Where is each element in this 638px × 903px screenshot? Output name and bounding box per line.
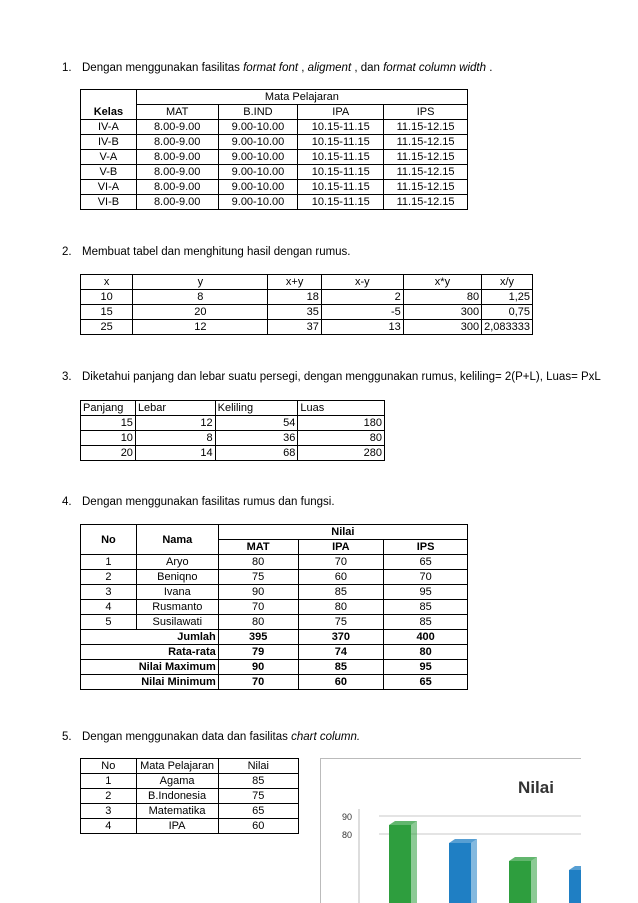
- grade-cell: 80: [218, 615, 298, 630]
- schedule-row: [81, 180, 468, 195]
- kelas-header-top: [81, 90, 137, 105]
- summary-value: 85: [298, 660, 384, 675]
- grade-cell: 80: [298, 600, 384, 615]
- square-cell: 15: [81, 416, 136, 431]
- grade-cell: 1: [81, 555, 137, 570]
- subject-header: IPA: [298, 105, 384, 120]
- subject-table-header: Nilai: [218, 759, 298, 774]
- kelas-cell: VI-A: [81, 180, 137, 195]
- nilai-subject-header: IPS: [384, 540, 468, 555]
- square-cell: 10: [81, 431, 136, 446]
- grade-cell: 5: [81, 615, 137, 630]
- grade-row: [81, 600, 468, 615]
- chart-bar: [389, 821, 417, 903]
- square-header-row: [81, 401, 385, 416]
- grade-cell: 95: [384, 585, 468, 600]
- y-tick-label: 90: [341, 812, 352, 822]
- formula-cell: 12: [133, 320, 268, 335]
- chart-bar: [569, 866, 581, 903]
- summary-value: 400: [384, 630, 468, 645]
- schedule-row: [81, 120, 468, 135]
- formula-cell: 1,25: [482, 290, 533, 305]
- nilai-subject-header: MAT: [218, 540, 298, 555]
- grade-cell: 2: [81, 570, 137, 585]
- subject-row: [81, 789, 299, 804]
- time-cell: 8.00-9.00: [136, 120, 218, 135]
- schedule-table: [80, 89, 468, 210]
- chart-title: Nilai: [518, 778, 554, 797]
- grade-cell: 85: [384, 600, 468, 615]
- subject-header: B.IND: [218, 105, 298, 120]
- section-4-number: 4.: [62, 496, 72, 508]
- square-cell: 280: [298, 446, 385, 461]
- section-4-heading: [62, 496, 335, 508]
- no-header: No: [81, 525, 137, 555]
- formula-cell: 300: [403, 320, 481, 335]
- time-cell: 8.00-9.00: [136, 135, 218, 150]
- schedule-row: [81, 165, 468, 180]
- time-cell: 10.15-11.15: [298, 150, 384, 165]
- section-2-number: 2.: [62, 246, 72, 258]
- grade-cell: 4: [81, 600, 137, 615]
- subject-header: MAT: [136, 105, 218, 120]
- schedule-row: [81, 195, 468, 210]
- square-cell: 8: [135, 431, 215, 446]
- summary-value: 395: [218, 630, 298, 645]
- formula-row: [81, 320, 533, 335]
- subject-row: [81, 804, 299, 819]
- subject-cell: B.Indonesia: [136, 789, 218, 804]
- student-name: Aryo: [136, 555, 218, 570]
- square-table: [80, 400, 385, 461]
- subject-cell: 4: [81, 819, 137, 834]
- chart-bar-face: [509, 861, 531, 903]
- formula-header: x: [81, 275, 133, 290]
- subject-cell: 65: [218, 804, 298, 819]
- grade-cell: 70: [384, 570, 468, 585]
- mata-pelajaran-header: Mata Pelajaran: [136, 90, 467, 105]
- square-cell: 12: [135, 416, 215, 431]
- kelas-cell: IV-A: [81, 120, 137, 135]
- summary-value: 370: [298, 630, 384, 645]
- summary-label: Nilai Minimum: [81, 675, 219, 690]
- time-cell: 11.15-12.15: [384, 135, 468, 150]
- subject-cell: 1: [81, 774, 137, 789]
- time-cell: 11.15-12.15: [384, 195, 468, 210]
- subject-row: [81, 774, 299, 789]
- square-cell: 14: [135, 446, 215, 461]
- section-2-heading: [62, 246, 351, 258]
- formula-cell: 8: [133, 290, 268, 305]
- nilai-header: Nilai: [218, 525, 467, 540]
- summary-label: Jumlah: [81, 630, 219, 645]
- summary-value: 74: [298, 645, 384, 660]
- chart-canvas: [321, 759, 581, 903]
- formula-cell: 15: [81, 305, 133, 320]
- subject-cell: 2: [81, 789, 137, 804]
- section-3-number: 3.: [62, 371, 72, 383]
- subject-cell: 85: [218, 774, 298, 789]
- formula-header: x/y: [482, 275, 533, 290]
- summary-value: 79: [218, 645, 298, 660]
- grade-cell: 75: [298, 615, 384, 630]
- time-cell: 9.00-10.00: [218, 120, 298, 135]
- square-cell: 36: [215, 431, 298, 446]
- column-chart: [320, 758, 581, 903]
- time-cell: 11.15-12.15: [384, 150, 468, 165]
- square-cell: 20: [81, 446, 136, 461]
- section-1-text-c: ,: [298, 62, 308, 74]
- student-name: Susilawati: [136, 615, 218, 630]
- student-name: Rusmanto: [136, 600, 218, 615]
- chart-bar-side: [411, 821, 417, 903]
- grade-cell: 70: [218, 600, 298, 615]
- section-1-text-e: , dan: [351, 62, 384, 74]
- time-cell: 8.00-9.00: [136, 150, 218, 165]
- summary-row: [81, 630, 468, 645]
- chart-bar-side: [531, 857, 537, 903]
- time-cell: 10.15-11.15: [298, 165, 384, 180]
- grade-cell: 70: [298, 555, 384, 570]
- formula-cell: 25: [81, 320, 133, 335]
- kelas-cell: V-A: [81, 150, 137, 165]
- time-cell: 9.00-10.00: [218, 195, 298, 210]
- section-1-number: 1.: [62, 62, 72, 74]
- formula-row: [81, 290, 533, 305]
- grade-cell: 85: [298, 585, 384, 600]
- formula-cell: 2,083333: [482, 320, 533, 335]
- section-5-text-b: chart column.: [291, 731, 361, 743]
- formula-cell: 13: [321, 320, 403, 335]
- summary-row: [81, 645, 468, 660]
- subject-cell: Matematika: [136, 804, 218, 819]
- formula-row: [81, 305, 533, 320]
- time-cell: 8.00-9.00: [136, 180, 218, 195]
- grade-cell: 60: [298, 570, 384, 585]
- formula-header: x-y: [321, 275, 403, 290]
- kelas-cell: VI-B: [81, 195, 137, 210]
- section-1-text-f: format column width: [383, 62, 487, 74]
- section-5-text-a: Dengan menggunakan data dan fasilitas: [82, 731, 292, 743]
- square-row: [81, 431, 385, 446]
- formula-table: [80, 274, 533, 335]
- formula-cell: 10: [81, 290, 133, 305]
- section-5-heading: [62, 731, 360, 743]
- grade-cell: 90: [218, 585, 298, 600]
- summary-value: 95: [384, 660, 468, 675]
- formula-cell: 0,75: [482, 305, 533, 320]
- grade-cell: 65: [384, 555, 468, 570]
- time-cell: 9.00-10.00: [218, 165, 298, 180]
- subject-header: IPS: [384, 105, 468, 120]
- subject-cell: IPA: [136, 819, 218, 834]
- summary-label: Nilai Maximum: [81, 660, 219, 675]
- formula-cell: -5: [321, 305, 403, 320]
- nama-header: Nama: [136, 525, 218, 555]
- student-name: Beniqno: [136, 570, 218, 585]
- grade-row: [81, 585, 468, 600]
- subject-cell: 3: [81, 804, 137, 819]
- section-1-heading: [62, 62, 492, 74]
- summary-value: 60: [298, 675, 384, 690]
- section-3-heading: [62, 371, 601, 383]
- chart-bar-face: [449, 843, 471, 903]
- time-cell: 9.00-10.00: [218, 150, 298, 165]
- section-5-number: 5.: [62, 731, 72, 743]
- time-cell: 10.15-11.15: [298, 195, 384, 210]
- summary-label: Rata-rata: [81, 645, 219, 660]
- chart-bar-face: [389, 825, 411, 903]
- square-cell: 180: [298, 416, 385, 431]
- time-cell: 10.15-11.15: [298, 120, 384, 135]
- formula-header-row: [81, 275, 533, 290]
- grade-row: [81, 615, 468, 630]
- student-name: Ivana: [136, 585, 218, 600]
- y-tick-label: 80: [341, 830, 352, 840]
- formula-cell: 18: [268, 290, 321, 305]
- formula-header: y: [133, 275, 268, 290]
- formula-header: x*y: [403, 275, 481, 290]
- summary-value: 80: [384, 645, 468, 660]
- formula-cell: 37: [268, 320, 321, 335]
- time-cell: 11.15-12.15: [384, 180, 468, 195]
- chart-bar-top: [569, 866, 581, 870]
- time-cell: 8.00-9.00: [136, 195, 218, 210]
- square-cell: 80: [298, 431, 385, 446]
- nilai-subject-header: IPA: [298, 540, 384, 555]
- chart-bar: [449, 839, 477, 903]
- time-cell: 11.15-12.15: [384, 165, 468, 180]
- grades-table: [80, 524, 468, 690]
- subject-cell: 75: [218, 789, 298, 804]
- section-4-text: Dengan menggunakan fasilitas rumus dan fungsi.: [82, 496, 335, 508]
- subject-row: [81, 819, 299, 834]
- grade-row: [81, 570, 468, 585]
- formula-header: x+y: [268, 275, 321, 290]
- section-1-text-b: format font: [243, 62, 299, 74]
- subject-cell: Agama: [136, 774, 218, 789]
- section-1-text-a: Dengan menggunakan fasilitas: [82, 62, 244, 74]
- grade-cell: 85: [384, 615, 468, 630]
- section-1-text-d: aligment: [307, 62, 352, 74]
- schedule-row: [81, 150, 468, 165]
- schedule-row: [81, 135, 468, 150]
- kelas-cell: V-B: [81, 165, 137, 180]
- time-cell: 9.00-10.00: [218, 135, 298, 150]
- section-3-text: Diketahui panjang dan lebar suatu persegi, dengan menggunakan rumus, keliling= 2(P+L), Luas= PxL: [82, 371, 601, 383]
- time-cell: 10.15-11.15: [298, 180, 384, 195]
- chart-bar-face: [569, 870, 581, 903]
- time-cell: 11.15-12.15: [384, 120, 468, 135]
- summary-value: 90: [218, 660, 298, 675]
- summary-value: 65: [384, 675, 468, 690]
- summary-value: 70: [218, 675, 298, 690]
- section-1-text-g: .: [486, 62, 493, 74]
- formula-cell: 20: [133, 305, 268, 320]
- grade-cell: 80: [218, 555, 298, 570]
- square-header: Panjang: [81, 401, 136, 416]
- formula-cell: 2: [321, 290, 403, 305]
- time-cell: 10.15-11.15: [298, 135, 384, 150]
- kelas-cell: IV-B: [81, 135, 137, 150]
- square-row: [81, 416, 385, 431]
- grade-row: [81, 555, 468, 570]
- square-header: Lebar: [135, 401, 215, 416]
- square-header: Luas: [298, 401, 385, 416]
- chart-bar: [509, 857, 537, 903]
- kelas-header: Kelas: [81, 105, 137, 120]
- summary-row: [81, 675, 468, 690]
- time-cell: 8.00-9.00: [136, 165, 218, 180]
- grade-cell: 75: [218, 570, 298, 585]
- section-2-text: Membuat tabel dan menghitung hasil dengan rumus.: [82, 246, 351, 258]
- square-row: [81, 446, 385, 461]
- subject-table-header: No: [81, 759, 137, 774]
- formula-cell: 80: [403, 290, 481, 305]
- grade-cell: 3: [81, 585, 137, 600]
- formula-cell: 35: [268, 305, 321, 320]
- subject-header-row: [81, 759, 299, 774]
- subject-table-header: Mata Pelajaran: [136, 759, 218, 774]
- square-header: Keliling: [215, 401, 298, 416]
- square-cell: 54: [215, 416, 298, 431]
- formula-cell: 300: [403, 305, 481, 320]
- time-cell: 9.00-10.00: [218, 180, 298, 195]
- chart-bar-side: [471, 839, 477, 903]
- square-cell: 68: [215, 446, 298, 461]
- summary-row: [81, 660, 468, 675]
- subject-cell: 60: [218, 819, 298, 834]
- subject-table: [80, 758, 299, 834]
